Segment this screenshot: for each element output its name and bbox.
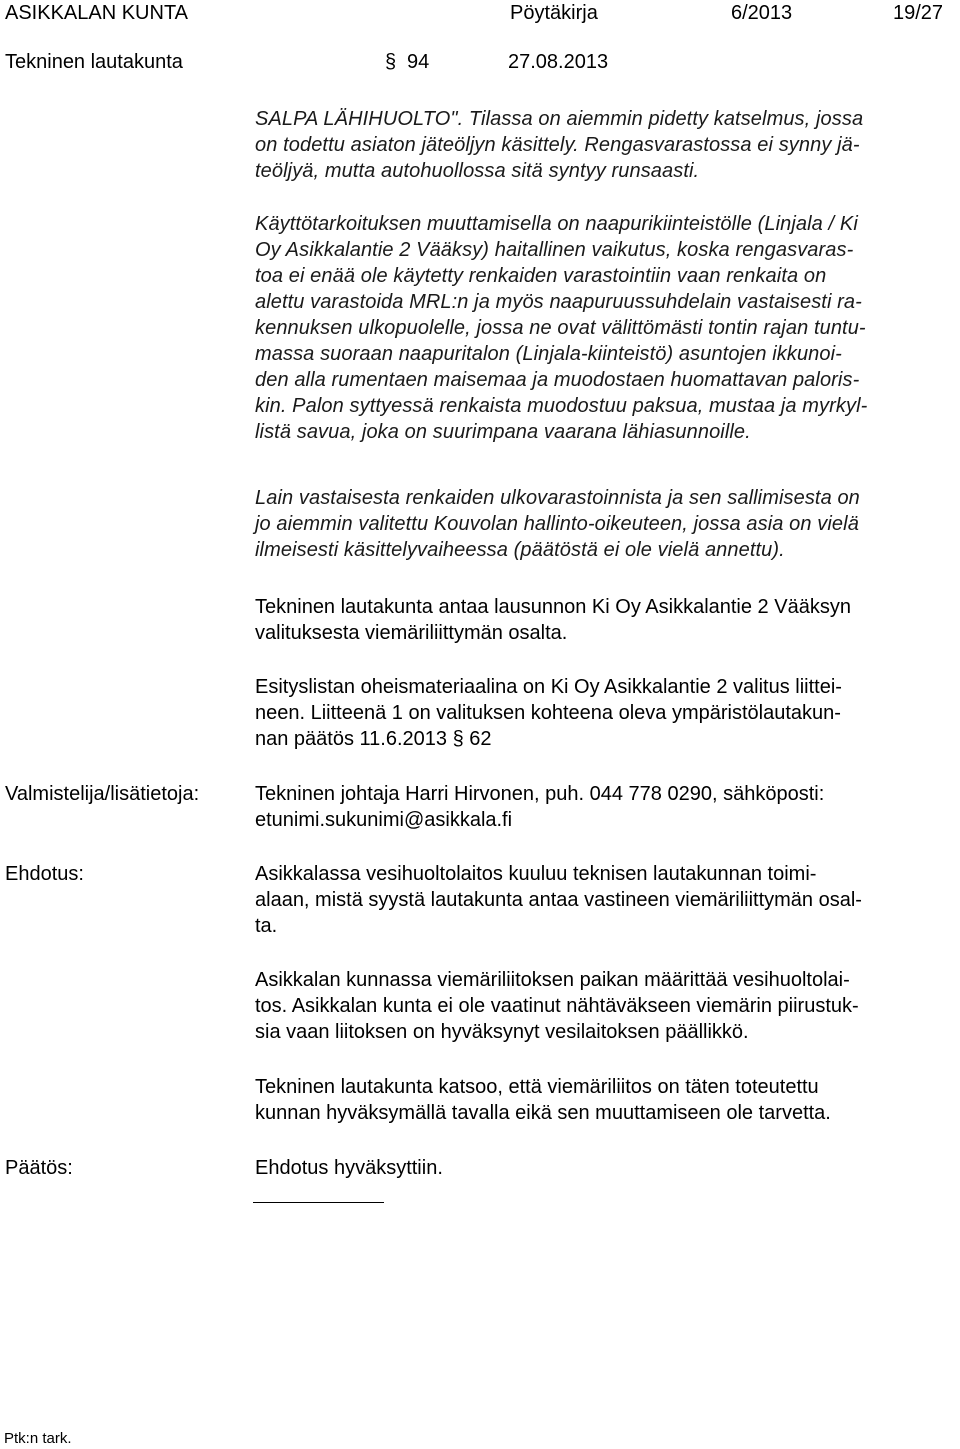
- preparer-label: Valmistelija/lisätietoja:: [5, 783, 200, 805]
- text-line: SALPA LÄHIHUOLTO". Tilassa on aiemmin pidetty katselmus, jossa: [255, 108, 864, 130]
- preparer-info: [255, 781, 955, 833]
- section-sign-icon: §: [385, 51, 397, 73]
- text-line: alaan, mistä syystä lautakunta antaa vastineen viemäriliittymän osal-: [255, 889, 862, 911]
- statement-paragraph: [255, 594, 955, 646]
- text-line: Käyttötarkoituksen muuttamisella on naapurikiinteistölle (Linjala / Ki: [255, 213, 858, 235]
- proposal-paragraph-3: [255, 1074, 955, 1126]
- text-line: neen. Liitteenä 1 on valituksen kohteena oleva ympäristölautakun-: [255, 702, 841, 724]
- text-line: Asikkalassa vesihuoltolaitos kuuluu teknisen lautakunnan toimi-: [255, 863, 817, 885]
- text-line: tos. Asikkalan kunta ei ole vaatinut nähtäväkseen viemärin piirustuk-: [255, 995, 859, 1017]
- quoted-law-paragraph: [255, 485, 955, 563]
- text-line: Tekninen lautakunta antaa lausunnon Ki Oy Asikkalantie 2 Vääksyn: [255, 596, 851, 618]
- text-line: Esityslistan oheismateriaalina on Ki Oy Asikkalantie 2 valitus liittei-: [255, 676, 842, 698]
- text-line: sia vaan liitoksen on hyväksynyt vesilaitoksen päällikkö.: [255, 1021, 749, 1043]
- text-line: kennuksen ulkopuolelle, jossa ne ovat välittömästi tontin rajan tuntu-: [255, 317, 866, 339]
- text-line: Oy Asikkalantie 2 Vääksy) haitallinen vaikutus, koska rengasvaras-: [255, 239, 854, 261]
- text-line: Tekninen johtaja Harri Hirvonen, puh. 044 778 0290, sähköposti:: [255, 783, 825, 805]
- text-line: [255, 726, 955, 752]
- text-line: jo aiemmin valitettu Kouvolan hallinto-oikeuteen, jossa asia on vielä: [255, 513, 859, 535]
- text-line: toa ei enää ole käytetty renkaiden varastointiin vaan renkaita on: [255, 265, 827, 287]
- quoted-body-paragraph: [255, 211, 955, 445]
- text-line: ilmeisesti käsittelyvaiheessa (päätöstä ei ole vielä annettu).: [255, 539, 785, 561]
- quoted-intro-paragraph: [255, 106, 955, 184]
- text-line: on todettu asiaton jäteöljyn käsittely. Rengasvarastossa ei synny jä-: [255, 134, 860, 156]
- text-line: etunimi.sukunimi@asikkala.fi: [255, 809, 513, 831]
- text-line: listä savua, joka on suurimpana vaarana lähiasunnoille.: [255, 421, 751, 443]
- text-line: ta.: [255, 915, 278, 937]
- text-line: kin. Palon syttyessä renkaista muodostuu paksua, mustaa ja myrkyl-: [255, 395, 868, 417]
- proposal-label: Ehdotus:: [5, 863, 84, 885]
- attachments-paragraph: [255, 674, 955, 752]
- text-line: den alla rumentaen maisemaa ja muodostaen huomattavan paloris-: [255, 369, 860, 391]
- text-line: Asikkalan kunnassa viemäriliitoksen paikan määrittää vesihuoltolai-: [255, 969, 850, 991]
- footer-note: Ptk:n tark.: [4, 1430, 72, 1447]
- decision-underline: [253, 1202, 384, 1203]
- section-number: 94: [407, 51, 430, 73]
- proposal-paragraph-1: [255, 861, 955, 939]
- text-line: kunnan hyväksymällä tavalla eikä sen muuttamiseen ole tarvetta.: [255, 1102, 831, 1124]
- attachments-line-text: nan päätös 11.6.2013 § 62: [255, 728, 492, 750]
- document-type: Pöytäkirja: [510, 2, 598, 24]
- page-number: 19/27: [893, 2, 944, 24]
- decision-label: Päätös:: [5, 1157, 73, 1179]
- text-line: Lain vastaisesta renkaiden ulkovarastoinnista ja sen sallimisesta on: [255, 487, 860, 509]
- text-line: alettu varastoida MRL:n ja myös naapuruussuhdelain vastaisesti ra-: [255, 291, 862, 313]
- text-line: teöljyä, mutta autohuollossa sitä syntyy runsaasti.: [255, 160, 700, 182]
- text-line: Tekninen lautakunta katsoo, että viemäriliitos on täten toteutettu: [255, 1076, 819, 1098]
- text-line: massa suoraan naapuritalon (Linjala-kiinteistö) asuntojen ikkunoi-: [255, 343, 842, 365]
- meeting-date: 27.08.2013: [508, 51, 609, 73]
- text-line: valituksesta viemäriliittymän osalta.: [255, 622, 568, 644]
- committee-name: Tekninen lautakunta: [5, 51, 183, 73]
- decision-text: Ehdotus hyväksyttiin.: [255, 1157, 443, 1179]
- document-number: 6/2013: [731, 2, 793, 24]
- organization-name: ASIKKALAN KUNTA: [5, 2, 189, 24]
- proposal-paragraph-2: [255, 967, 955, 1045]
